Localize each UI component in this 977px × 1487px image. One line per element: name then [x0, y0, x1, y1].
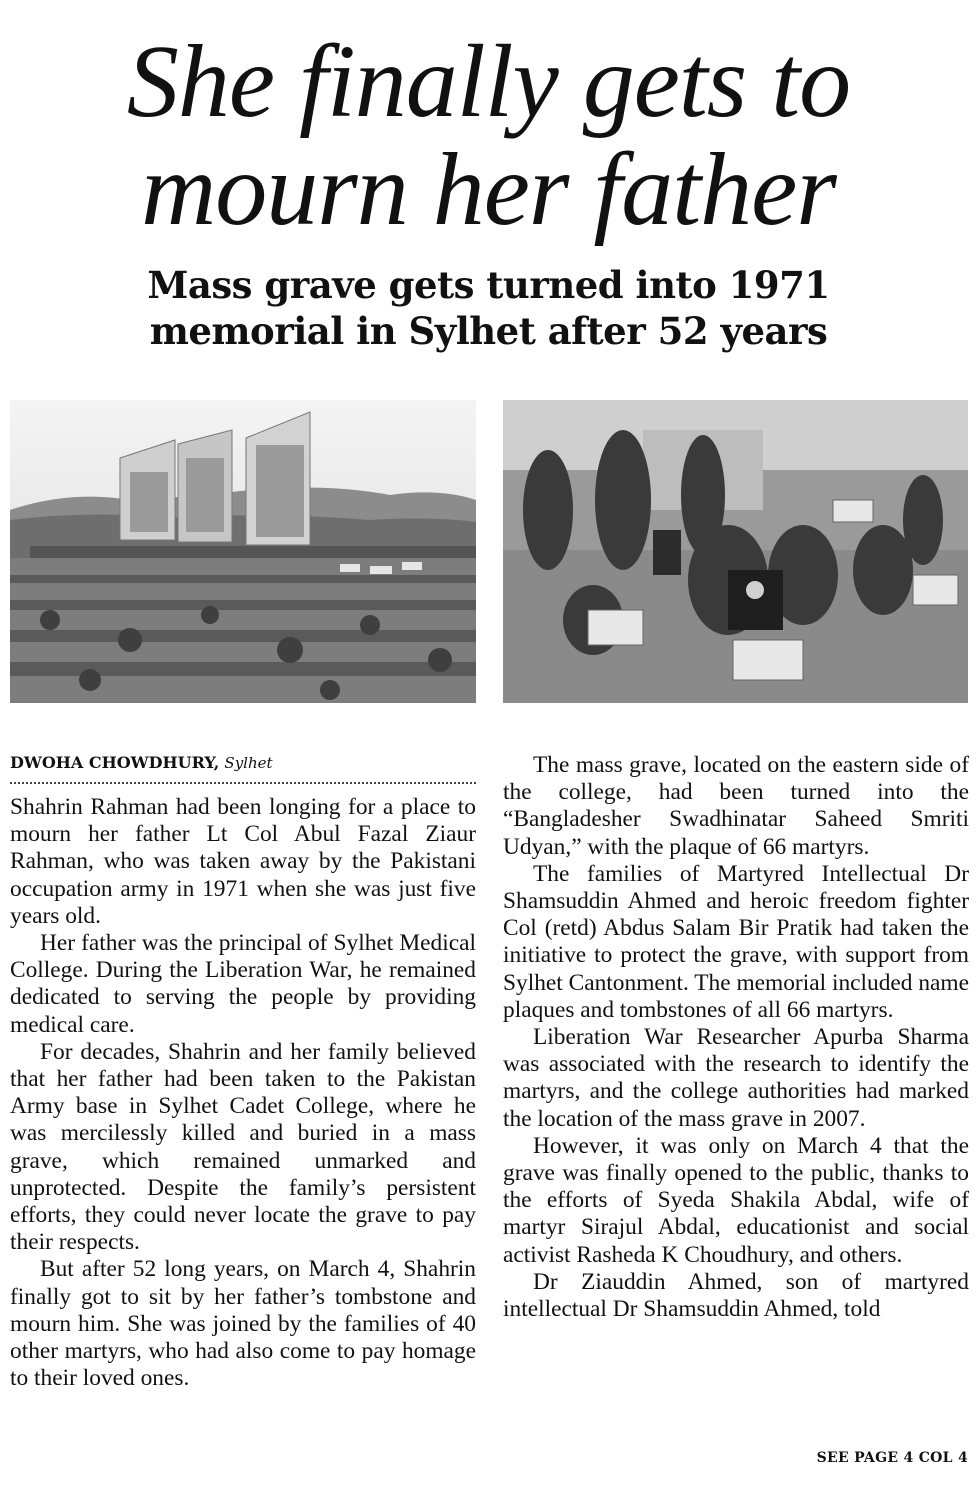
- families-at-tombstones-photo: [503, 400, 968, 703]
- paragraph: Dr Ziauddin Ahmed, son of martyred intellectual Dr Shamsuddin Ahmed, told: [503, 1268, 969, 1323]
- paragraph: Her father was the principal of Sylhet Medical College. During the Liberation War, he remained dedicated to serving the people by providing medical care.: [10, 930, 476, 1038]
- families-at-tombstones-image: [503, 400, 968, 703]
- article-column-left: [10, 752, 476, 1392]
- subheadline: [0, 262, 977, 354]
- headline: [0, 24, 977, 247]
- headline-line-2: mourn her father: [141, 132, 836, 247]
- article-column-right: [503, 752, 969, 1323]
- continued-jump-line: SEE PAGE 4 COL 4: [816, 1450, 968, 1466]
- paragraph: Shahrin Rahman had been longing for a place to mourn her father Lt Col Abul Fazal Ziaur Rahman, who was taken away by the Pakistani occupation army in 1971 when she was just five years old.: [10, 794, 476, 929]
- memorial-walls-image: [10, 400, 476, 703]
- paragraph: But after 52 long years, on March 4, Shahrin finally got to sit by her father’s tombstone and mourn him. She was joined by the families of 40 other martyrs, who had also come to pay homage to their loved ones.: [10, 1256, 476, 1392]
- headline-line-1: She finally gets to: [126, 24, 851, 139]
- paragraph: However, it was only on March 4 that the grave was finally opened to the public, thanks to the efforts of Syeda Shakila Abdal, wife of martyr Sirajul Abdal, educationist and social activist Rasheda K Choudhury, and others.: [503, 1132, 969, 1268]
- paragraph: The mass grave, located on the eastern side of the college, had been turned into the “Bangladesher Swadhinatar Saheed Smriti Udyan,” with the plaque of 66 martyrs.: [503, 752, 969, 860]
- paragraph: The families of Martyred Intellectual Dr Shamsuddin Ahmed and heroic freedom fighter Col (retd) Abdus Salam Bir Pratik had taken the initiative to protect the grave, with support from Sylhet Cantonment. The memorial included name plaques and tombstones of all 66 martyrs.: [503, 860, 969, 1023]
- paragraph: For decades, Shahrin and her family believed that her father had been taken to the Pakistan Army base in Sylhet Cadet College, where he was mercilessly killed and buried in a mass grave, which remained unmarked and unprotected. Despite the family’s persistent efforts, they could never locate the grave to pay their respects.: [10, 1038, 476, 1256]
- subheadline-line-1: Mass grave gets turned into 1971: [147, 263, 830, 307]
- paragraph: Liberation War Researcher Apurba Sharma was associated with the research to identify the martyrs, and the college authorities had marked the location of the mass grave in 2007.: [503, 1024, 969, 1132]
- byline: [10, 752, 476, 784]
- byline-location: Sylhet: [224, 754, 273, 772]
- memorial-walls-photo: [10, 400, 476, 703]
- subheadline-line-2: memorial in Sylhet after 52 years: [149, 309, 828, 353]
- byline-author: DWOHA CHOWDHURY,: [10, 753, 220, 772]
